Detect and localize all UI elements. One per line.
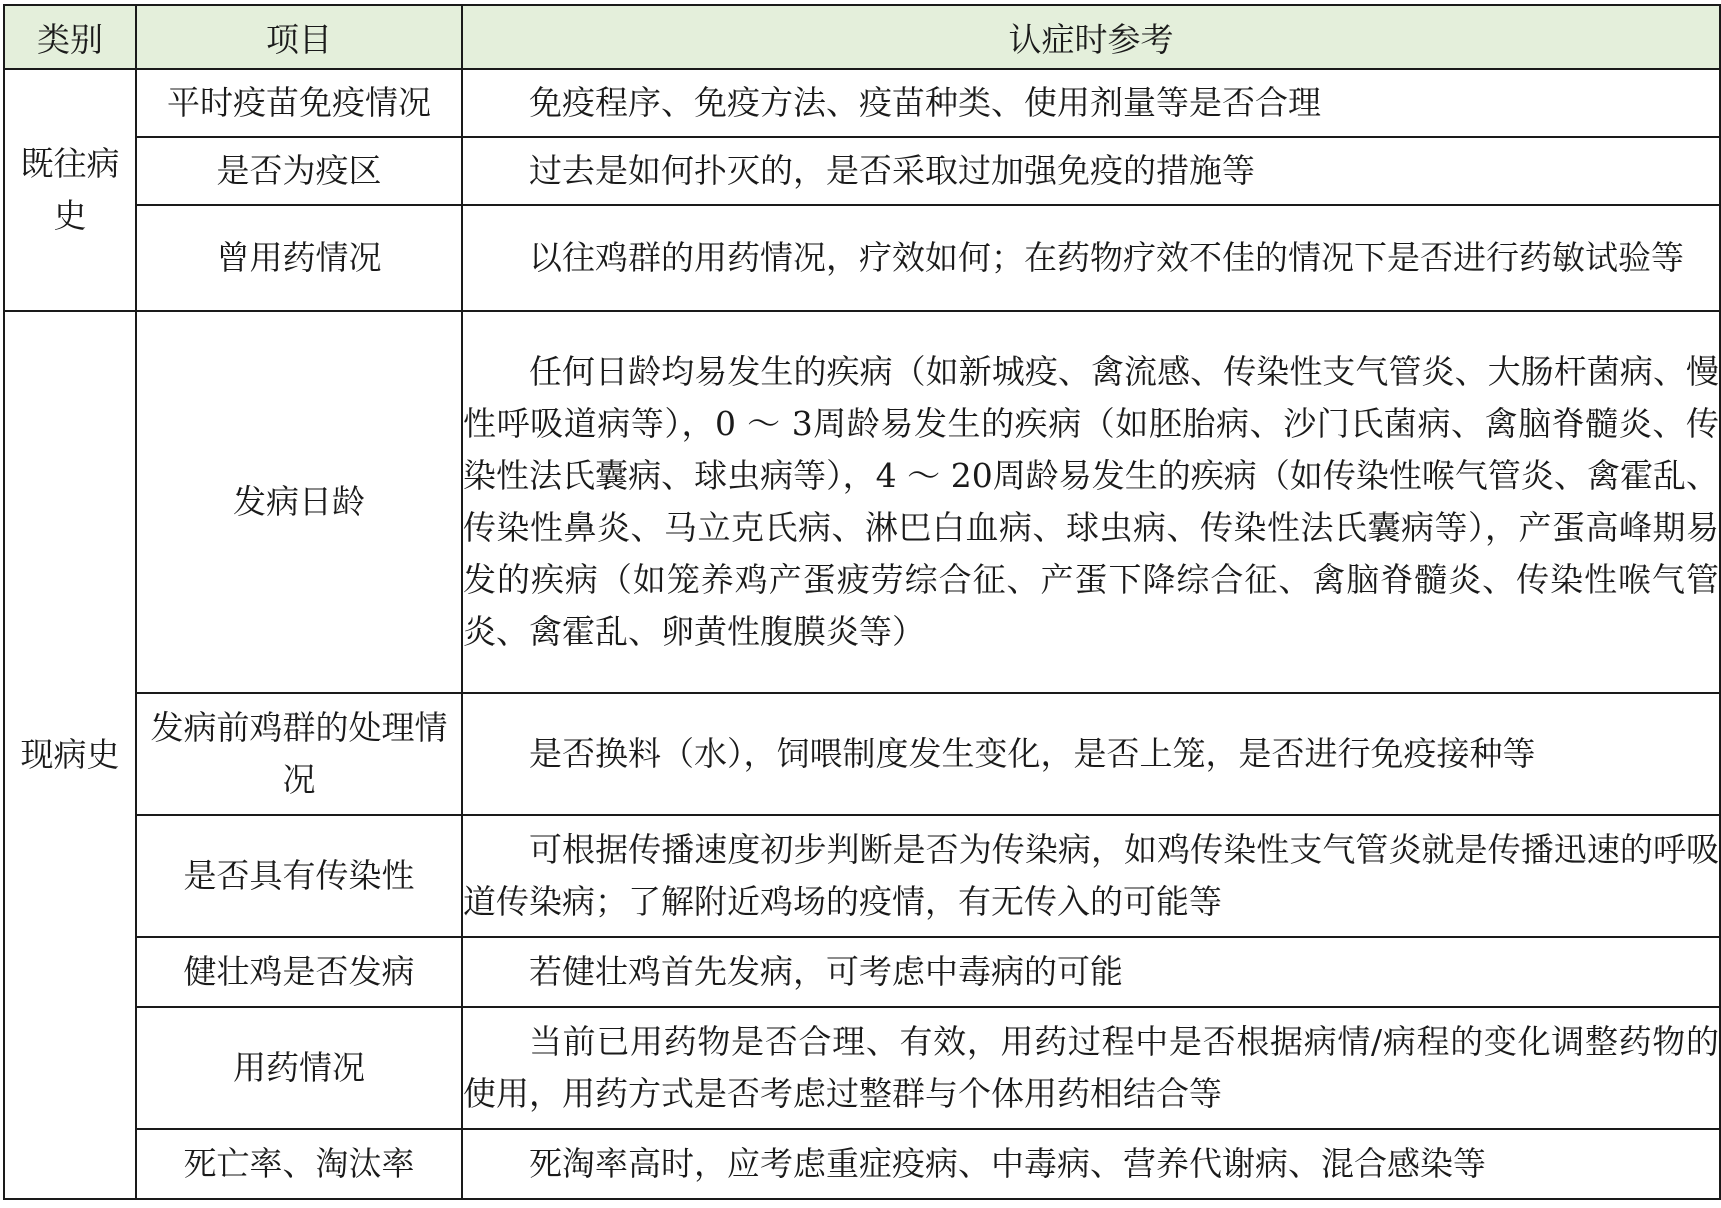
reference-cell: 以往鸡群的用药情况，疗效如何；在药物疗效不佳的情况下是否进行药敏试验等 [462, 205, 1720, 311]
table-row [4, 693, 1720, 815]
reference-cell: 若健壮鸡首先发病，可考虑中毒病的可能 [462, 937, 1720, 1007]
item-cell: 用药情况 [136, 1007, 462, 1129]
table-row [4, 937, 1720, 1007]
table-row [4, 815, 1720, 937]
table-row [4, 137, 1720, 205]
table-row [4, 69, 1720, 137]
item-cell: 是否为疫区 [136, 137, 462, 205]
header-category: 类别 [4, 5, 136, 69]
item-cell: 是否具有传染性 [136, 815, 462, 937]
table-row [4, 205, 1720, 311]
reference-cell: 是否换料（水），饲喂制度发生变化，是否上笼，是否进行免疫接种等 [462, 693, 1720, 815]
header-item: 项目 [136, 5, 462, 69]
reference-cell: 免疫程序、免疫方法、疫苗种类、使用剂量等是否合理 [462, 69, 1720, 137]
reference-cell: 过去是如何扑灭的，是否采取过加强免疫的措施等 [462, 137, 1720, 205]
reference-cell: 当前已用药物是否合理、有效，用药过程中是否根据病情/病程的变化调整药物的使用，用药方式是否考虑过整群与个体用药相结合等 [462, 1007, 1720, 1129]
item-cell: 死亡率、淘汰率 [136, 1129, 462, 1199]
header-reference: 认症时参考 [462, 5, 1720, 69]
diagnosis-reference-table [3, 4, 1721, 1200]
table-row [4, 1129, 1720, 1199]
item-cell: 健壮鸡是否发病 [136, 937, 462, 1007]
item-cell: 平时疫苗免疫情况 [136, 69, 462, 137]
table-row [4, 311, 1720, 693]
table-header-row [4, 5, 1720, 69]
item-cell: 发病前鸡群的处理情况 [136, 693, 462, 815]
category-cell: 既往病史 [4, 69, 136, 311]
item-cell: 曾用药情况 [136, 205, 462, 311]
reference-cell: 任何日龄均易发生的疾病（如新城疫、禽流感、传染性支气管炎、大肠杆菌病、慢性呼吸道病等），0 ～ 3周龄易发生的疾病（如胚胎病、沙门氏菌病、禽脑脊髓炎、传染性法氏囊病、球虫病等），4 ～ 20周龄易发生的疾病（如传染性喉气管炎、禽霍乱、传染性鼻炎、马立克氏病、淋巴白血病、球虫病、传染性法氏囊病等），产蛋高峰期易发的疾病（如笼养鸡产蛋疲劳综合征、产蛋下降综合征、禽脑脊髓炎、传染性喉气管炎、禽霍乱、卵黄性腹膜炎等） [462, 311, 1720, 693]
category-cell: 现病史 [4, 311, 136, 1199]
table-row [4, 1007, 1720, 1129]
item-cell: 发病日龄 [136, 311, 462, 693]
reference-cell: 死淘率高时，应考虑重症疫病、中毒病、营养代谢病、混合感染等 [462, 1129, 1720, 1199]
reference-cell: 可根据传播速度初步判断是否为传染病，如鸡传染性支气管炎就是传播迅速的呼吸道传染病；了解附近鸡场的疫情，有无传入的可能等 [462, 815, 1720, 937]
